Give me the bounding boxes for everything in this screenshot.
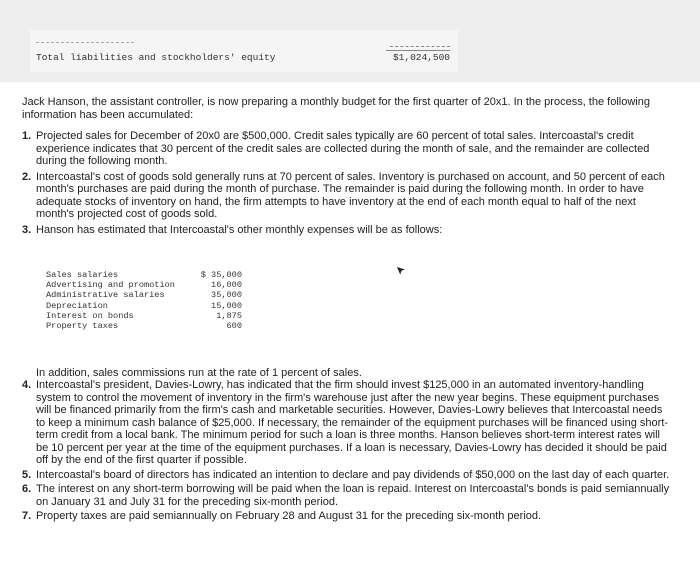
list-item (22, 510, 672, 523)
expense-label: Administrative salaries (46, 290, 165, 301)
arrow-cursor-icon (396, 266, 406, 276)
expense-label: Interest on bonds (46, 310, 134, 321)
balance-sheet-excerpt (30, 30, 458, 72)
table-row (46, 321, 242, 331)
table-row (46, 311, 242, 321)
expense-value: 16,000 (211, 280, 242, 291)
item-text: The interest on any short-term borrowing will be paid when the loan is repaid. Interest on Intercoastal's bonds is paid semiannually on January 31 and July 31 for the preceding six-month period. (36, 483, 670, 508)
item-number: 2. (22, 170, 32, 183)
commission-note: In addition, sales commissions run at the rate of 1 percent of sales. (36, 367, 362, 379)
item-text: Intercoastal's cost of goods sold generally runs at 70 percent of sales. Inventory is purchased on account, and 50 percent of each month's purchases are paid during the month of purchase. The remainder is paid during the following month. In order to have adequate stocks of inventory on hand, the firm attempts to have inventory at the end of each month equal to half of the next month's projected cost of goods sold. (36, 170, 665, 220)
expense-value: 600 (226, 320, 242, 331)
table-row (46, 301, 242, 311)
item-number: 4. (22, 379, 32, 391)
item-text: Hanson has estimated that Intercoastal's other monthly expenses will be as follows: (36, 223, 443, 236)
table-row (46, 280, 242, 290)
expense-label: Advertising and promotion (46, 280, 175, 291)
list-item (22, 224, 672, 237)
item-text: Property taxes are paid semiannually on February 28 and August 31 for the preceding six-month period. (36, 510, 542, 522)
item-number: 6. (22, 483, 32, 495)
info-list-part-1 (22, 130, 672, 239)
item-text: Intercoastal's board of directors has indicated an intention to declare and pay dividends of $50,000 on the last day of each quarter. (36, 468, 670, 481)
total-value: $1,024,500 (392, 52, 450, 63)
expense-value: 1,875 (216, 310, 242, 321)
intro-paragraph: Jack Hanson, the assistant controller, is now preparing a monthly budget for the first quarter of 20x1. In the process, the following information has been accumulated: (22, 96, 650, 121)
expense-label: Property taxes (46, 320, 119, 331)
item-number: 3. (22, 223, 32, 236)
expense-label: Sales salaries (46, 270, 119, 280)
list-item (22, 379, 672, 467)
item-number: 1. (22, 130, 32, 142)
list-item (22, 171, 672, 221)
expenses-table (46, 270, 242, 331)
list-item (22, 483, 672, 508)
list-item (22, 130, 672, 168)
expense-label: Depreciation (46, 300, 108, 311)
item-number: 7. (22, 510, 32, 522)
expense-value: 15,000 (211, 300, 242, 311)
divider (386, 50, 450, 51)
list-item (22, 469, 672, 482)
table-row (46, 290, 242, 300)
expense-value: $ 35,000 (200, 270, 242, 280)
total-label: Total liabilities and stockholders' equity (36, 52, 276, 63)
expense-value: 35,000 (211, 290, 242, 301)
item-text: Projected sales for December of 20x0 are $500,000. Credit sales typically are 60 percent of total sales. Intercoastal's credit experience indicates that 30 percent of the credit sales are collected during the month of sale, and the remainder are collected during the following month. (36, 130, 650, 167)
divider (36, 42, 134, 43)
top-band (0, 0, 700, 82)
item-number: 5. (22, 468, 32, 481)
info-list-part-2 (22, 379, 672, 525)
item-text: Intercoastal's president, Davies-Lowry, has indicated that the firm should invest $125,000 in an automated inventory-handling system to control the movement of inventory in the firm's warehouse just after the new year begins. These equipment purchases will be financed primarily from the firm's cash and marketable securities. However, Davies-Lowry believes that Intercoastal needs to keep a minimum cash balance of $25,000. If necessary, the remainder of the equipment purchases will be financed using short-term credit from a local bank. The minimum period for such a loan is three months. Hanson believes short-term interest rates will be 10 percent per year at the time of the equipment purchases. If a loan is necessary, Davies-Lowry has decided it should be paid off by the end of the first quarter if possible. (36, 379, 669, 466)
divider (390, 46, 450, 47)
table-row (46, 270, 242, 280)
